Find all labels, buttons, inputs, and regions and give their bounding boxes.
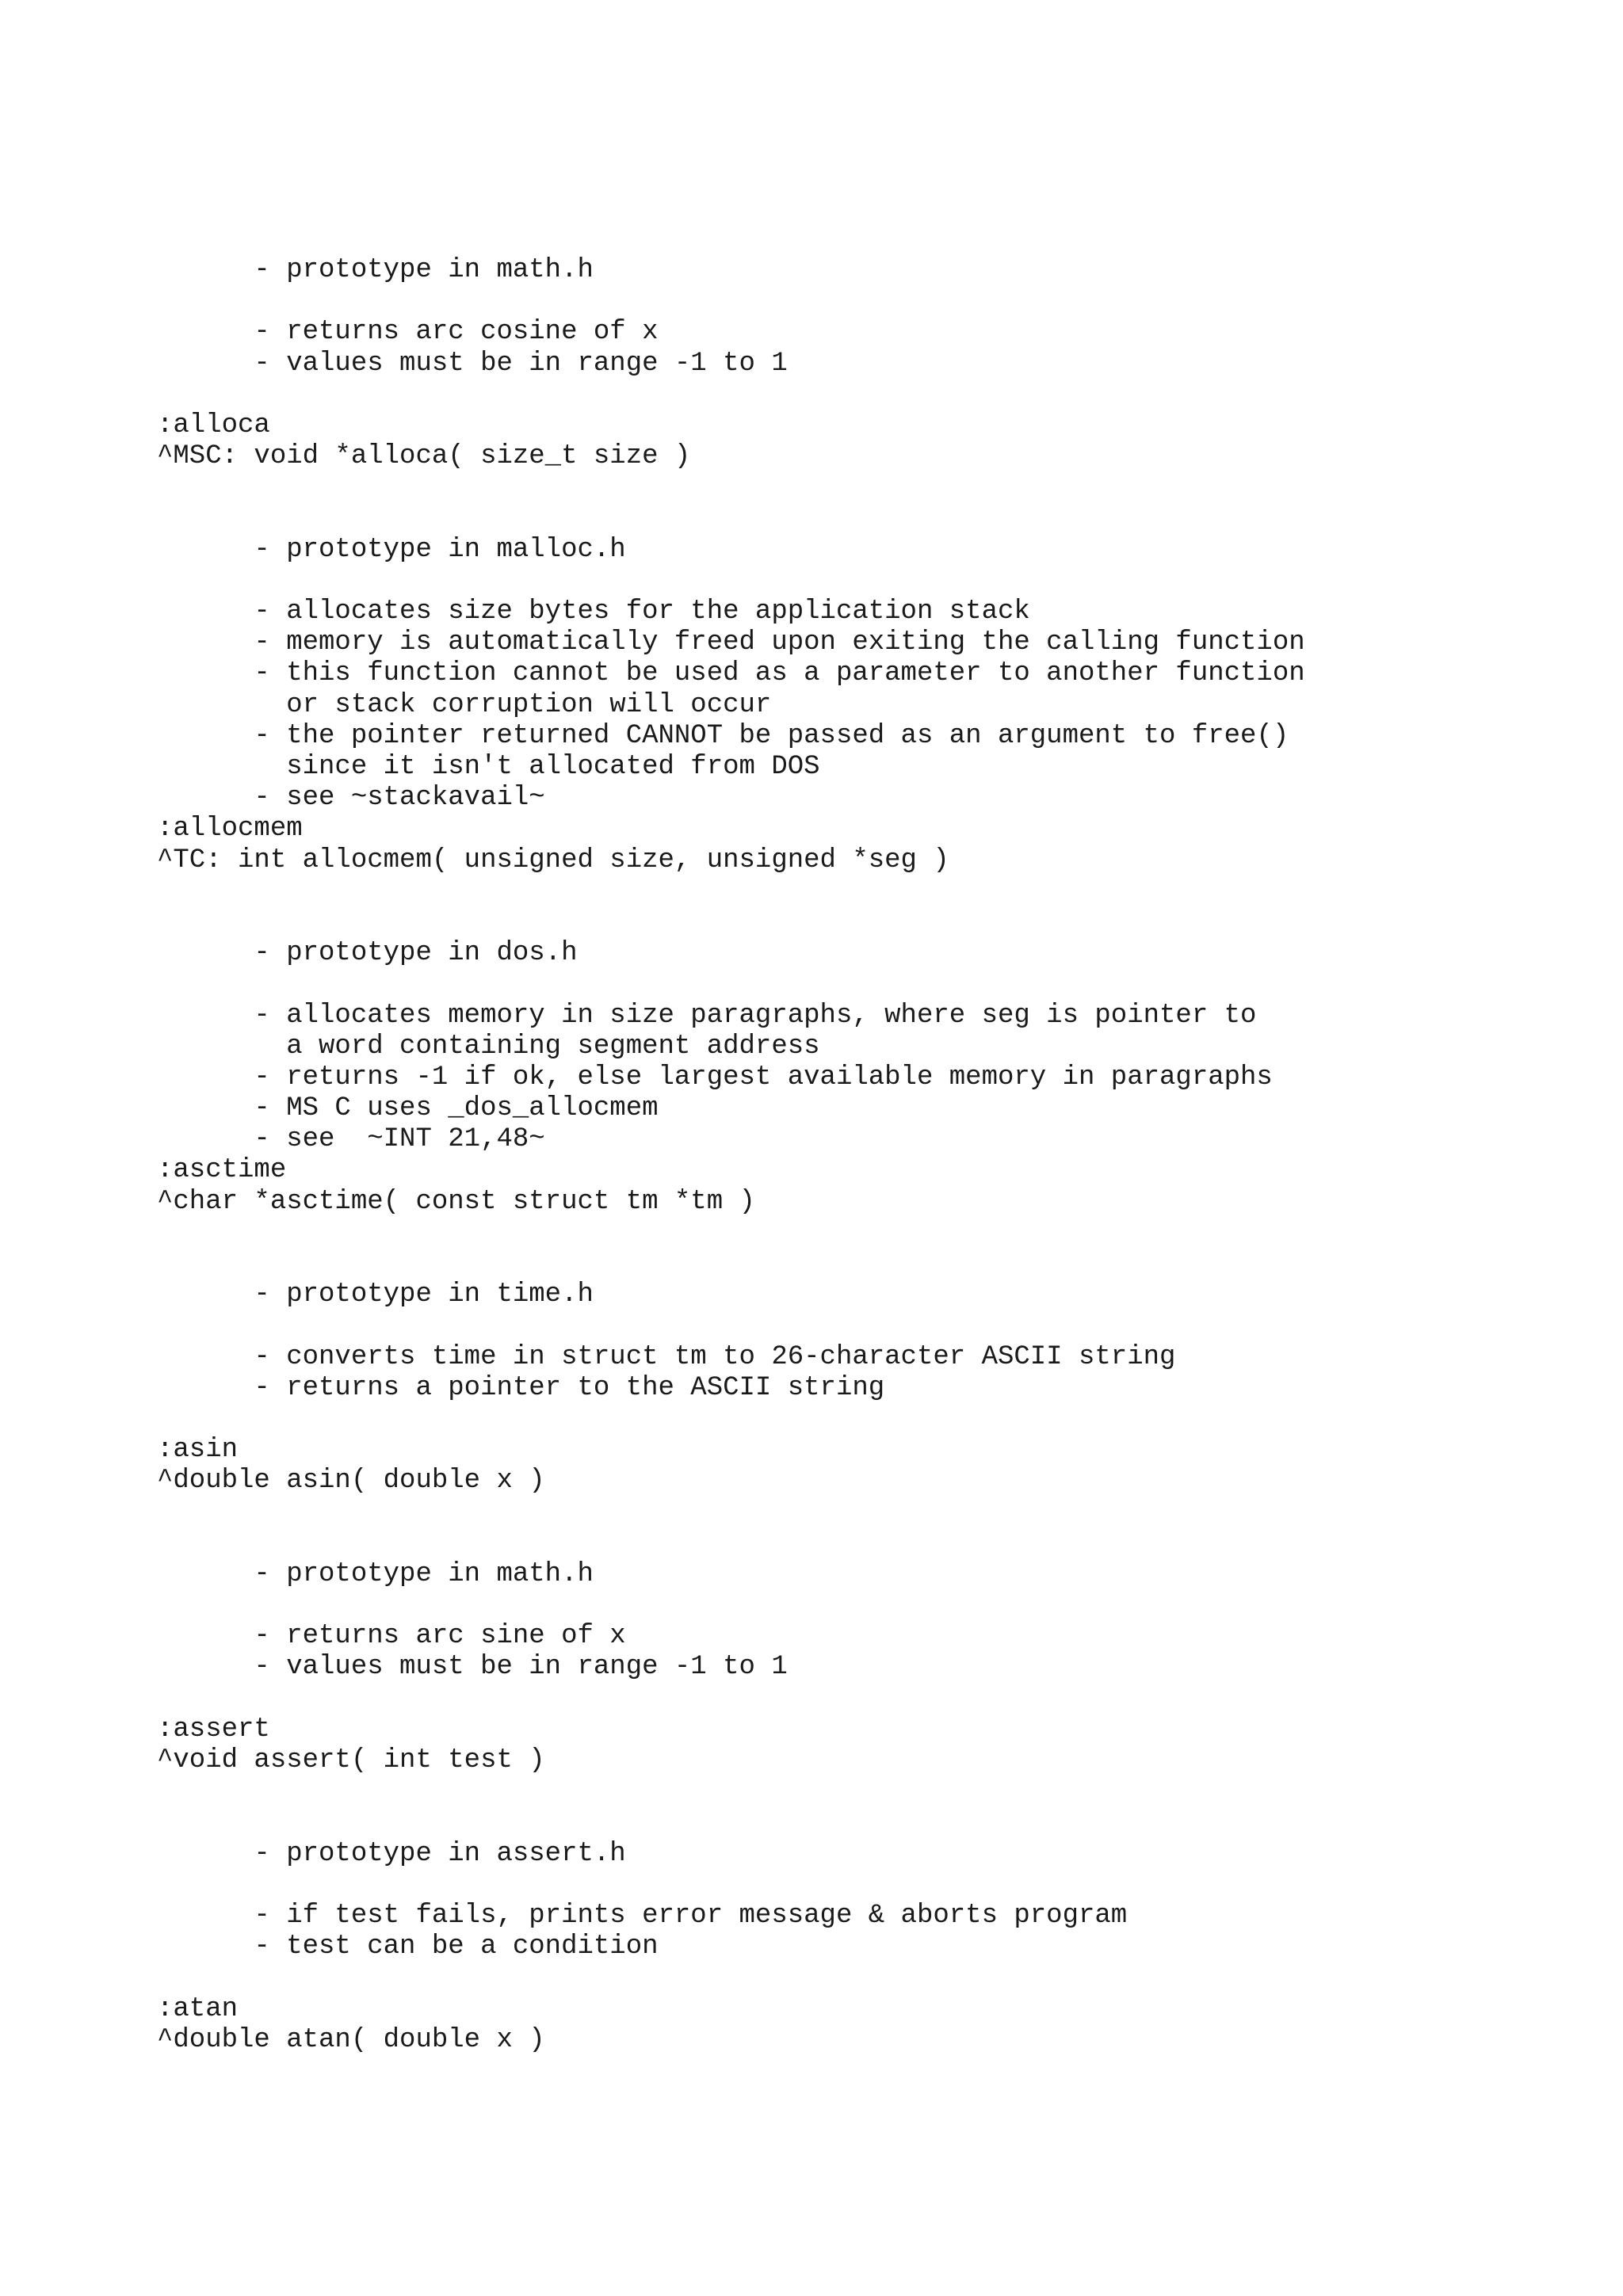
text-line: - prototype in dos.h — [157, 938, 578, 969]
text-line: - returns arc sine of x — [157, 1621, 626, 1652]
text-line: - returns arc cosine of x — [157, 317, 659, 348]
text-line — [157, 907, 1583, 938]
text-line: ^void assert( int test ) — [157, 1745, 545, 1775]
text-line — [157, 1528, 1583, 1559]
text-line: - this function cannot be used as a parameter to another function — [157, 658, 1305, 689]
text-line: a word containing segment address — [157, 1031, 820, 1062]
text-line — [157, 1962, 1583, 1993]
text-line — [157, 1497, 1583, 1528]
text-line: ^double atan( double x ) — [157, 2024, 545, 2055]
text-line: - values must be in range -1 to 1 — [157, 348, 788, 379]
text-line: - allocates size bytes for the application stack — [157, 597, 1030, 627]
text-line: - returns -1 if ok, else largest available memory in paragraphs — [157, 1062, 1273, 1093]
text-line: ^char *asctime( const struct tm *tm ) — [157, 1186, 755, 1217]
text-line — [157, 1807, 1583, 1838]
text-line — [157, 286, 1583, 317]
text-line: - prototype in math.h — [157, 1558, 594, 1589]
text-line — [157, 504, 1583, 535]
text-line: - see ~INT 21,48~ — [157, 1124, 545, 1155]
text-line — [157, 969, 1583, 1000]
text-line — [157, 472, 1583, 503]
text-line: - prototype in time.h — [157, 1280, 594, 1310]
text-line: - prototype in assert.h — [157, 1838, 626, 1869]
text-line: - allocates memory in size paragraphs, where seg is pointer to — [157, 1000, 1257, 1031]
text-line: - see ~stackavail~ — [157, 783, 545, 814]
text-line: :asctime — [157, 1155, 287, 1186]
text-line: - if test fails, prints error message & aborts program — [157, 1900, 1128, 1931]
text-line — [157, 876, 1583, 907]
text-line — [157, 1870, 1583, 1901]
text-line — [157, 1404, 1583, 1435]
text-line: :alloca — [157, 410, 270, 441]
text-line — [157, 1249, 1583, 1280]
text-line: - converts time in struct tm to 26-character ASCII string — [157, 1341, 1176, 1372]
text-line: - prototype in malloc.h — [157, 534, 626, 565]
text-line: - test can be a condition — [157, 1932, 659, 1962]
text-line: ^TC: int allocmem( unsigned size, unsigned *seg ) — [157, 845, 949, 875]
text-line: - values must be in range -1 to 1 — [157, 1652, 788, 1683]
text-line: - MS C uses _dos_allocmem — [157, 1093, 659, 1124]
text-line — [157, 566, 1583, 597]
text-line: - returns a pointer to the ASCII string — [157, 1372, 885, 1403]
text-line: ^double asin( double x ) — [157, 1466, 545, 1497]
text-line: :allocmem — [157, 814, 303, 845]
text-line: since it isn't allocated from DOS — [157, 752, 820, 782]
text-line — [157, 1776, 1583, 1807]
text-line — [157, 1684, 1583, 1714]
text-line: :assert — [157, 1714, 270, 1745]
text-line: or stack corruption will occur — [157, 689, 772, 720]
text-line — [157, 379, 1583, 410]
document-body — [157, 255, 1583, 2056]
text-line: - memory is automatically freed upon exiting the calling function — [157, 627, 1305, 658]
text-line — [157, 1590, 1583, 1621]
text-line: :asin — [157, 1435, 239, 1466]
text-line: :atan — [157, 1993, 239, 2024]
text-line — [157, 1310, 1583, 1341]
text-line: - the pointer returned CANNOT be passed as an argument to free() — [157, 720, 1289, 751]
text-line: - prototype in math.h — [157, 255, 594, 285]
text-line — [157, 1218, 1583, 1249]
text-line: ^MSC: void *alloca( size_t size ) — [157, 441, 691, 472]
